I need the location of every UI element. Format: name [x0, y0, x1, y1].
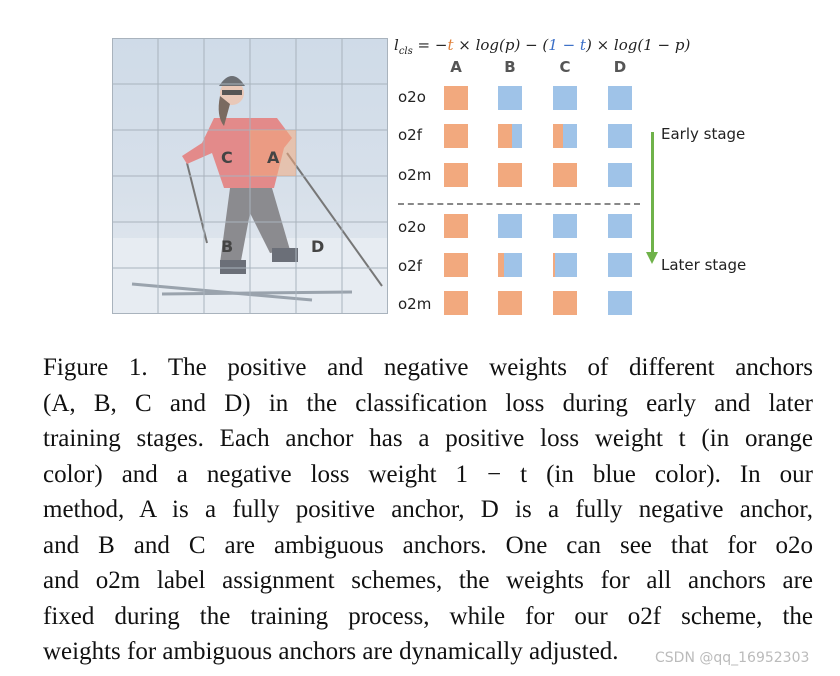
- negative-weight-bar: [512, 124, 522, 148]
- positive-weight-bar: [553, 124, 563, 148]
- weight-cell-early-a: [444, 86, 468, 110]
- weight-cell-early-c: [553, 124, 577, 148]
- positive-weight-bar: [444, 124, 468, 148]
- watermark: CSDN @qq_16952303: [655, 650, 810, 666]
- negative-weight-bar: [608, 253, 632, 277]
- positive-weight-bar: [553, 163, 577, 187]
- weight-cell-early-d: [608, 86, 632, 110]
- formula-lhs-subscript: cls: [398, 46, 413, 57]
- positive-weight-bar: [498, 291, 522, 315]
- negative-weight-bar: [608, 124, 632, 148]
- caption-line: and B and C are ambiguous anchors. One can see that for o2o: [43, 531, 813, 559]
- formula-part1: × log(p) − (: [453, 36, 549, 54]
- negative-weight-bar: [608, 291, 632, 315]
- positive-weight-bar: [444, 253, 468, 277]
- negative-weight-bar: [608, 163, 632, 187]
- row-label-early-o2o: o2o: [398, 88, 426, 106]
- negative-weight-bar: [608, 86, 632, 110]
- weight-cell-later-d: [608, 214, 632, 238]
- anchor-grid: [112, 38, 388, 314]
- weight-cell-later-d: [608, 291, 632, 315]
- anchor-label-d: D: [311, 237, 325, 256]
- caption-line: weights for ambiguous anchors are dynamically adjusted.: [43, 638, 619, 665]
- column-header-a: A: [450, 58, 462, 76]
- loss-formula: [394, 36, 690, 57]
- column-header-b: B: [504, 58, 516, 76]
- formula-t: t: [447, 36, 454, 54]
- row-label-early-o2m: o2m: [398, 166, 432, 184]
- weight-cell-early-c: [553, 163, 577, 187]
- weight-cell-later-b: [498, 253, 522, 277]
- column-header-d: D: [613, 58, 627, 76]
- weight-cell-later-a: [444, 214, 468, 238]
- stage-arrow: [651, 132, 654, 254]
- negative-weight-bar: [498, 86, 522, 110]
- weight-cell-early-b: [498, 124, 522, 148]
- positive-weight-bar: [444, 86, 468, 110]
- negative-weight-bar: [608, 214, 632, 238]
- stage-divider: [398, 203, 640, 205]
- weight-cell-later-a: [444, 253, 468, 277]
- weight-cell-early-c: [553, 86, 577, 110]
- skier-photo: [112, 38, 388, 314]
- formula-lhs: l: [394, 36, 399, 54]
- weight-cell-early-b: [498, 86, 522, 110]
- negative-weight-bar: [555, 253, 577, 277]
- anchor-label-a: A: [267, 148, 280, 167]
- row-label-later-o2m: o2m: [398, 295, 432, 313]
- positive-weight-bar: [444, 163, 468, 187]
- positive-weight-bar: [553, 291, 577, 315]
- caption-line: color) and a negative loss weight 1 − t (in blue color). In our: [43, 460, 813, 488]
- negative-weight-bar: [504, 253, 522, 277]
- negative-weight-bar: [553, 86, 577, 110]
- positive-weight-bar: [444, 291, 468, 315]
- weight-cell-later-b: [498, 291, 522, 315]
- caption-line: method, A is a fully positive anchor, D is a fully negative anchor,: [43, 496, 813, 523]
- weight-cell-later-d: [608, 253, 632, 277]
- figure-caption: [43, 350, 813, 670]
- caption-line: training stages. Each anchor has a positive loss weight t (in orange: [43, 425, 813, 452]
- early-stage-label: Early stage: [661, 125, 746, 143]
- weight-cell-early-a: [444, 124, 468, 148]
- caption-line: fixed during the training process, while for our o2f scheme, the: [43, 602, 813, 630]
- arrow-down-icon: [646, 252, 658, 264]
- row-label-early-o2f: o2f: [398, 126, 423, 144]
- weight-cell-later-c: [553, 214, 577, 238]
- formula-part2: ) × log(1 − p): [585, 36, 691, 54]
- positive-weight-bar: [498, 124, 512, 148]
- formula-one-minus-t: 1 − t: [548, 36, 586, 54]
- caption-line: and o2m label assignment schemes, the weights for all anchors are: [43, 567, 813, 594]
- positive-weight-bar: [498, 163, 522, 187]
- weight-cell-early-d: [608, 163, 632, 187]
- column-header-c: C: [559, 58, 571, 76]
- negative-weight-bar: [498, 214, 522, 238]
- weight-cell-later-c: [553, 291, 577, 315]
- weight-cell-early-a: [444, 163, 468, 187]
- row-label-later-o2f: o2f: [398, 257, 423, 275]
- anchor-label-b: B: [221, 237, 234, 256]
- later-stage-label: Later stage: [661, 256, 747, 274]
- negative-weight-bar: [553, 214, 577, 238]
- weight-cell-later-b: [498, 214, 522, 238]
- weight-cell-later-c: [553, 253, 577, 277]
- positive-weight-bar: [444, 214, 468, 238]
- formula-equals: = −: [412, 36, 448, 54]
- negative-weight-bar: [563, 124, 577, 148]
- weight-cell-early-d: [608, 124, 632, 148]
- caption-line: Figure 1. The positive and negative weights of different anchors: [43, 354, 813, 381]
- caption-line: (A, B, C and D) in the classification loss during early and later: [43, 389, 813, 417]
- weight-cell-early-b: [498, 163, 522, 187]
- row-label-later-o2o: o2o: [398, 218, 426, 236]
- weight-cell-later-a: [444, 291, 468, 315]
- anchor-label-c: C: [221, 148, 233, 167]
